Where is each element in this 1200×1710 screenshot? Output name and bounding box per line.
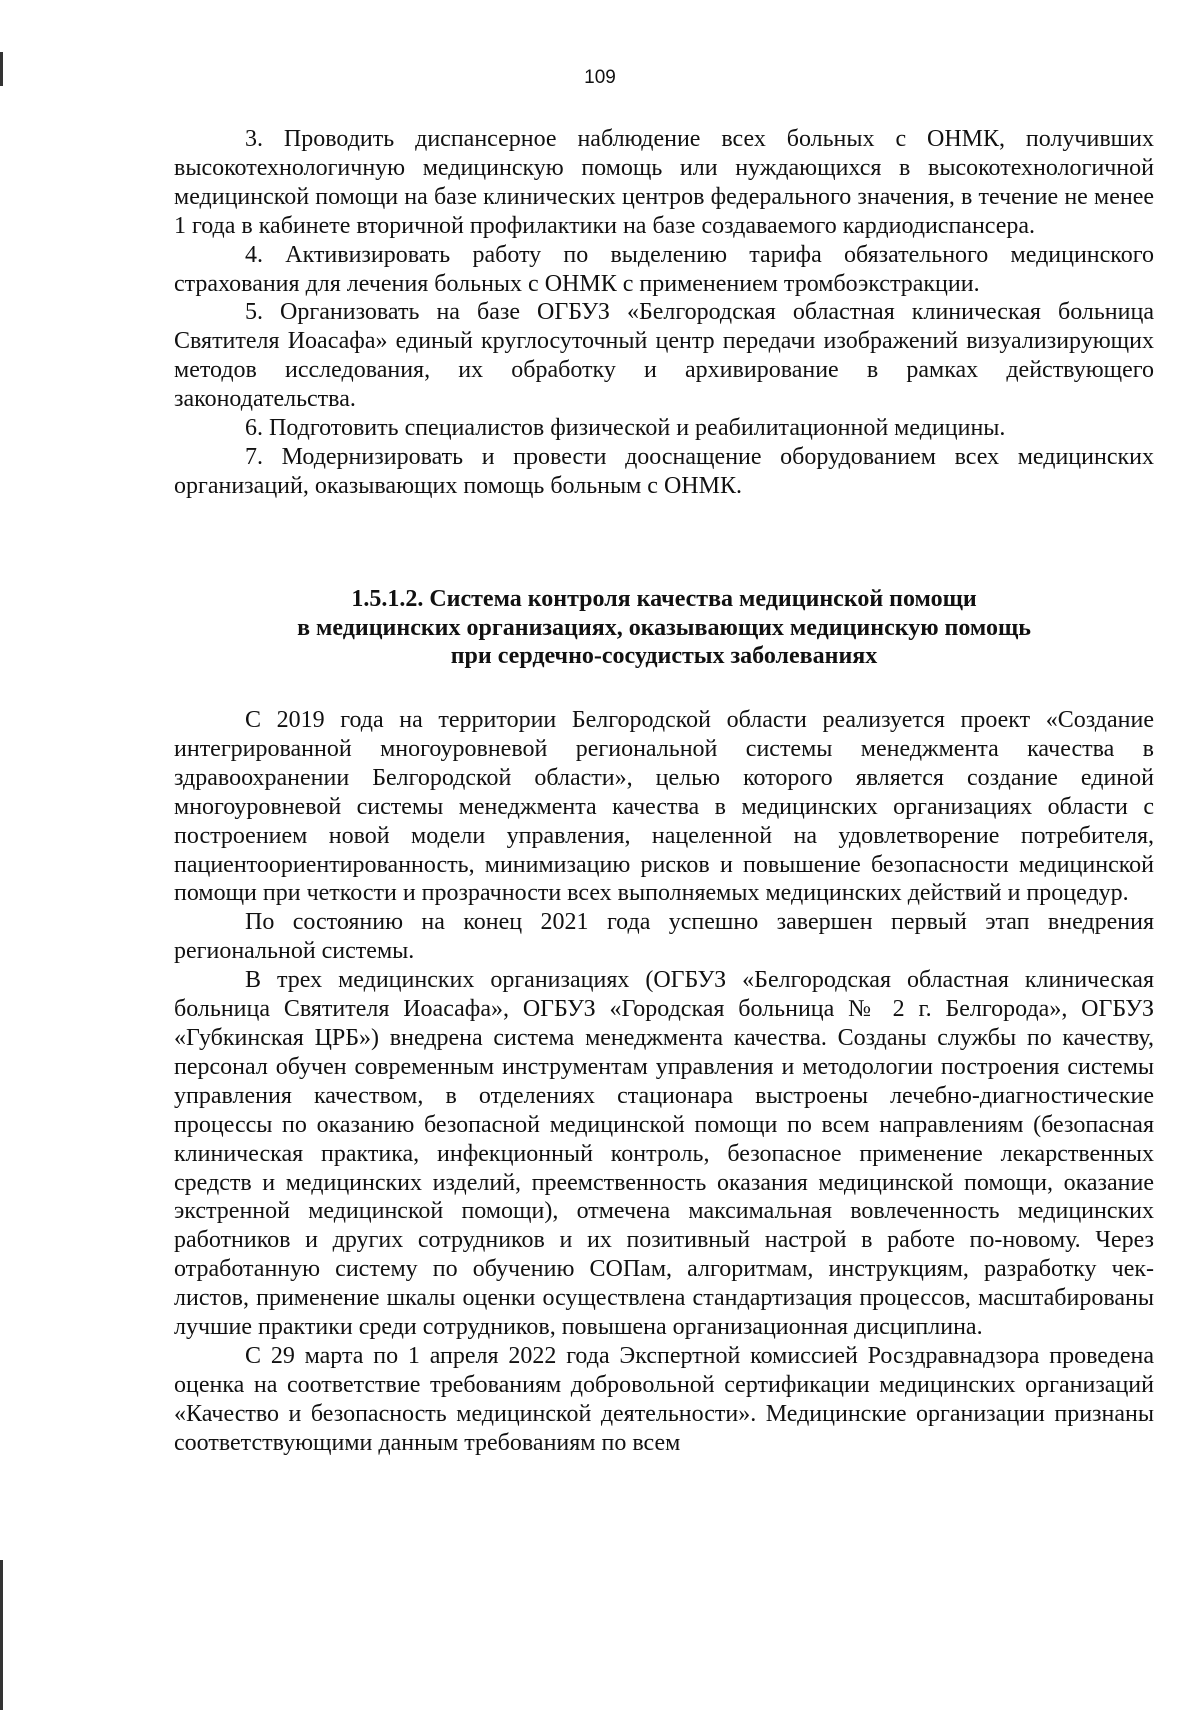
section-heading-line-1: 1.5.1.2. Система контроля качества медицинской помощи xyxy=(351,586,977,612)
list-section xyxy=(174,125,1154,501)
section-heading xyxy=(174,585,1154,671)
section-heading-line-2: в медицинских организациях, оказывающих медицинскую помощь xyxy=(297,614,1031,641)
body-paragraph-project: С 2019 года на территории Белгородской области реализуется проект «Создание интегрированной многоуровневой региональной системы менеджмента качества в здравоохранении Белгородской области», целью которого является создание единой многоуровневой системы менеджмента качества в медицинских организациях области с построением новой модели управления, нацеленной на удовлетворение потребителя, пациентоориентированность, минимизацию рисков и повышение безопасности медицинской помощи при четкости и прозрачности всех выполняемых медицинских действий и процедур. xyxy=(174,707,1154,907)
body-paragraph-certification: С 29 марта по 1 апреля 2022 года Экспертной комиссией Росздравнадзора проведена оценка на соответствие требованиям добровольной сертификации медицинских организаций «Качество и безопасность медицинской деятельности». Медицинские организации признаны соответствующими данным требованиям по всем xyxy=(174,1342,1154,1456)
scan-edge-mark-bottom xyxy=(0,1560,3,1710)
list-item-5: 5. Организовать на базе ОГБУЗ «Белгородская областная клиническая больница Святителя Иоасафа» единый круглосуточный центр передачи изображений визуализирующих методов исследования, их обработку и архивирование в рамках действующего законодательства. xyxy=(174,299,1154,413)
list-item-6: 6. Подготовить специалистов физической и реабилитационной медицины. xyxy=(245,415,1006,442)
list-item-7: 7. Модернизировать и провести дооснащение оборудованием всех медицинских организаций, оказывающих помощь больным с ОНМК. xyxy=(174,443,1154,499)
body-section xyxy=(174,706,1154,1458)
body-paragraph-status: По состоянию на конец 2021 года успешно завершен первый этап внедрения региональной системы. xyxy=(174,909,1154,965)
list-item-4: 4. Активизировать работу по выделению тарифа обязательного медицинского страхования для лечения больных с ОНМК с применением тромбоэкстракции. xyxy=(174,241,1154,297)
body-paragraph-organizations: В трех медицинских организациях (ОГБУЗ «Белгородская областная клиническая больница Святителя Иоасафа», ОГБУЗ «Городская больница № 2 г. Белгорода», ОГБУЗ «Губкинская ЦРБ») внедрена система менеджмента качества. Созданы службы по качеству, персонал обучен современным инструментам управления и методологии построения системы управления качеством, в отделениях стационара выстроены лечебно-диагностические процессы по оказанию безопасной медицинской помощи по всем направлениям (безопасная клиническая практика, инфекционный контроль, безопасное применение лекарственных средств и медицинских изделий, преемственность оказания медицинской помощи, оказание экстренной медицинской помощи), отмечена максимальная вовлеченность медицинских работников и других сотрудников и их позитивный настрой в работе по-новому. Через отработанную систему по обучению СОПам, алгоритмам, инструкциям, разработку чек-листов, применение шкалы оценки осуществлена стандартизация процессов, масштабированы лучшие практики среди сотрудников, повышена организационная дисциплина. xyxy=(174,967,1154,1341)
list-item-3: 3. Проводить диспансерное наблюдение всех больных с ОНМК, получивших высокотехнологичную медицинскую помощь или нуждающихся в высокотехнологичной медицинской помощи на базе клинических центров федерального значения, в течение не менее 1 года в кабинете вторичной профилактики на базе создаваемого кардиодиспансера. xyxy=(174,126,1154,239)
section-heading-line-3: при сердечно-сосудистых заболеваниях xyxy=(450,643,878,669)
page-number: 109 xyxy=(584,67,616,88)
